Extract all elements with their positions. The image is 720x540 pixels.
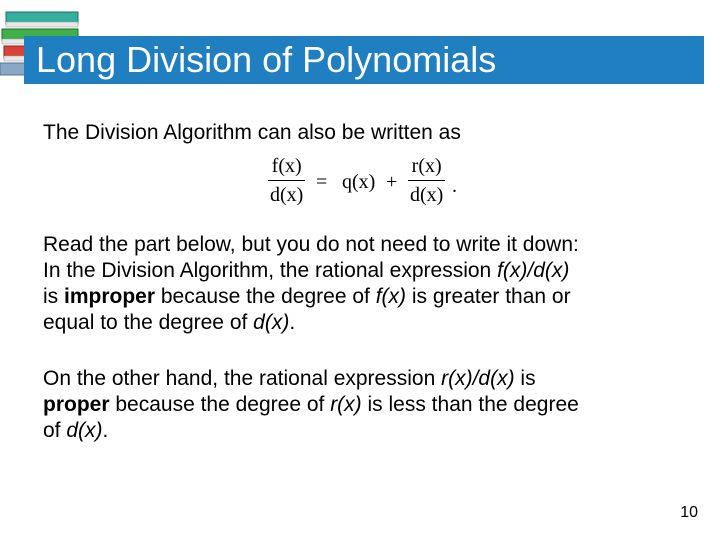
para1-line3: is improper because the degree of f(x) is greater than or	[43, 285, 571, 308]
expr-f-over-d: f(x)/d(x)	[497, 259, 570, 282]
rhs-numerator: r(x)	[411, 155, 442, 177]
slide-title: Long Division of Polynomials	[36, 39, 497, 80]
fraction-bar	[408, 180, 445, 181]
expr-r: r(x)	[330, 393, 362, 416]
fraction-bar	[268, 180, 305, 181]
para1-line4: equal to the degree of d(x).	[43, 311, 296, 334]
para2-line1: On the other hand, the rational expression r(x)/d(x) is	[43, 367, 536, 390]
lhs-fraction	[268, 155, 305, 206]
para2-line3: of d(x).	[43, 419, 109, 442]
para1-line2: In the Division Algorithm, the rational expression f(x)/d(x)	[43, 259, 570, 282]
para1-line1: Read the part below, but you do not need to write it down:	[43, 233, 579, 256]
expr-f: f(x)	[375, 285, 407, 308]
rhs-fraction	[408, 155, 445, 206]
quotient: q(x)	[342, 171, 376, 193]
paragraph-proper	[43, 366, 683, 444]
title-bar	[24, 36, 704, 84]
plus-sign: +	[386, 171, 398, 193]
lhs-denominator: d(x)	[270, 184, 304, 206]
intro-text: The Division Algorithm can also be written as	[43, 121, 461, 144]
expr-d: d(x)	[253, 311, 290, 334]
expr-r-over-d: r(x)/d(x)	[441, 367, 515, 390]
lhs-numerator: f(x)	[271, 155, 302, 177]
rhs-denominator: d(x)	[410, 184, 444, 206]
period: .	[452, 175, 457, 197]
proper-term: proper	[43, 393, 110, 416]
paragraph-improper	[43, 232, 683, 336]
improper-term: improper	[64, 285, 156, 308]
equals-sign: =	[316, 171, 328, 193]
page-number: 10	[680, 504, 698, 521]
division-algorithm-formula	[268, 155, 468, 213]
expr-d: d(x)	[66, 419, 103, 442]
para2-line2: proper because the degree of r(x) is less than the degree	[43, 393, 579, 416]
